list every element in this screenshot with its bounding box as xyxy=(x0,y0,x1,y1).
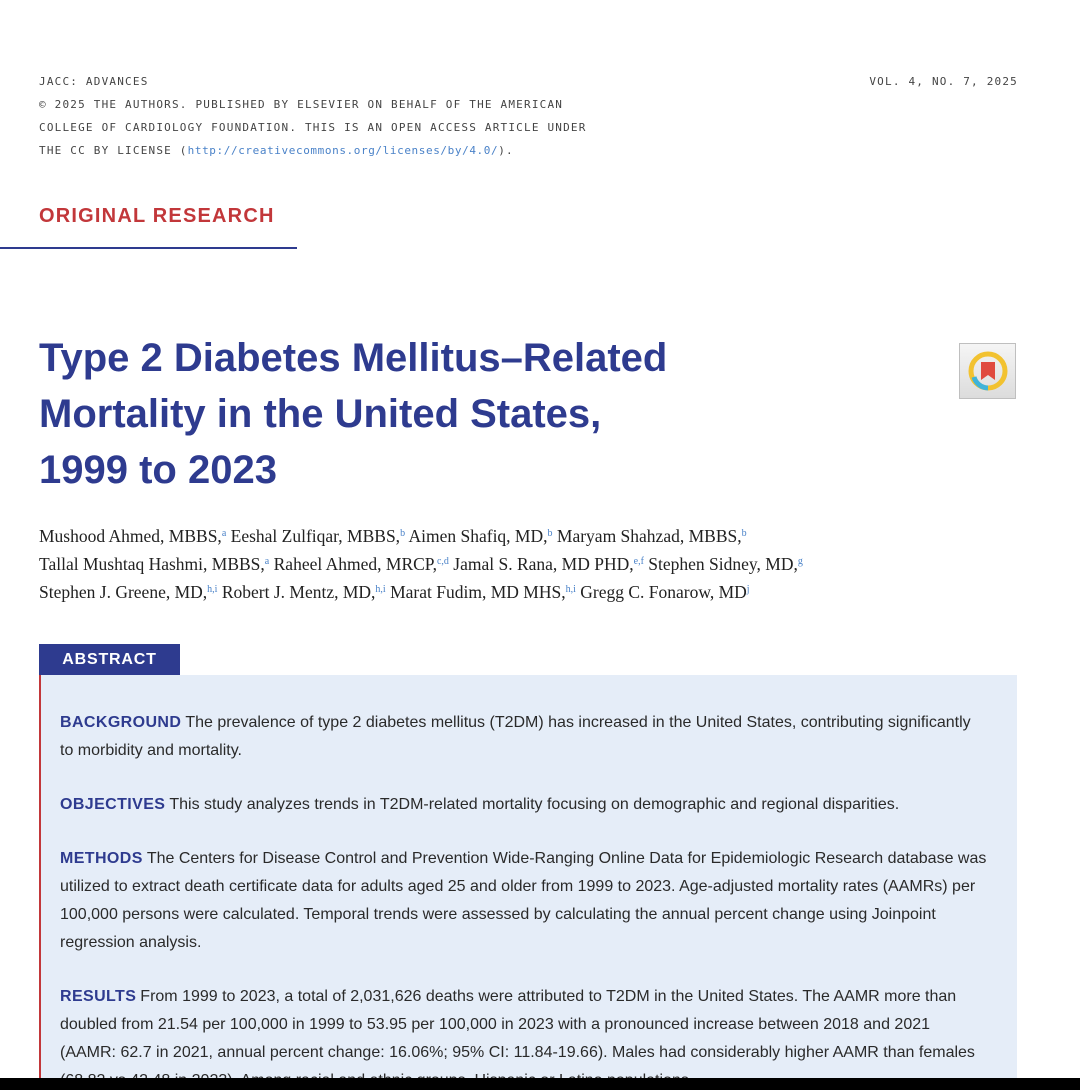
author-name: Marat Fudim, MD MHS, xyxy=(390,582,566,602)
volume-info: VOL. 4, NO. 7, 2025 xyxy=(869,75,1018,88)
author-affiliation[interactable]: c,d xyxy=(436,556,449,567)
author-affiliation[interactable]: a xyxy=(264,556,270,567)
author xyxy=(580,582,749,602)
author-affiliation[interactable]: h,i xyxy=(375,584,386,595)
author-name: Aimen Shafiq, MD, xyxy=(408,526,548,546)
title-line-3: 1999 to 2023 xyxy=(39,448,277,492)
title-line-1: Type 2 Diabetes Mellitus–Related xyxy=(39,336,668,380)
author-affiliation[interactable]: b xyxy=(741,528,747,539)
abstract-text: The Centers for Disease Control and Prevention Wide-Ranging Online Data for Epidemiologic Research database was utilized to extract death certificate data for adults aged 25 and older from 1999 to 2023. Age-adjusted mortality rates (AAMRs) per 100,000 persons were calculated. Temporal trends were assessed by calculating the annual percent change using Joinpoint regression analysis. xyxy=(60,850,987,951)
author-affiliation[interactable]: b xyxy=(547,528,553,539)
author-affiliation[interactable]: b xyxy=(400,528,406,539)
abstract-methods xyxy=(60,845,987,957)
abstract-text: From 1999 to 2023, a total of 2,031,626 deaths were attributed to T2DM in the United States. The AAMR more than doubled from 21.54 per 100,000 in 1999 to 53.95 per 100,000 in 2023 with a pronounced increase between 2018 and 2021 (AAMR: 62.7 in 2021, annual percent change: 16.06%; 95% CI: 11.84-19.66). Males had considerably higher AAMR than females xyxy=(60,988,975,1061)
title-line-2: Mortality in the United States, xyxy=(39,392,602,436)
author xyxy=(39,582,217,602)
author xyxy=(231,526,405,546)
license-line xyxy=(39,139,587,162)
author xyxy=(557,526,747,546)
crossmark-graphic xyxy=(968,351,1008,391)
author-affiliation[interactable]: j xyxy=(746,584,750,595)
author-affiliation[interactable]: h,i xyxy=(565,584,576,595)
abstract-objectives xyxy=(60,791,987,819)
abstract-heading: OBJECTIVES xyxy=(60,796,166,813)
author xyxy=(453,554,644,574)
author-name: Tallal Mushtaq Hashmi, MBBS, xyxy=(39,554,265,574)
abstract-heading: RESULTS xyxy=(60,988,137,1005)
section-divider xyxy=(0,247,297,249)
license-link[interactable]: http://creativecommons.org/licenses/by/4.0/ xyxy=(187,144,499,157)
abstract-background xyxy=(60,709,987,765)
author xyxy=(408,526,552,546)
author-affiliation[interactable]: h,i xyxy=(207,584,218,595)
abstract-results xyxy=(60,983,987,1085)
author-affiliation[interactable]: e,f xyxy=(633,556,644,567)
author-name: Eeshal Zulfiqar, MBBS, xyxy=(230,526,401,546)
section-label: ORIGINAL RESEARCH xyxy=(39,205,275,227)
abstract-heading: BACKGROUND xyxy=(60,714,182,731)
author-name: Robert J. Mentz, MD, xyxy=(221,582,376,602)
author-affiliation[interactable]: a xyxy=(221,528,227,539)
abstract-text: This study analyzes trends in T2DM-related mortality focusing on demographic and regional disparities. xyxy=(169,796,900,813)
abstract-box xyxy=(39,675,1017,1085)
article-title xyxy=(39,330,899,498)
author xyxy=(222,582,386,602)
author xyxy=(648,554,803,574)
abstract-heading: METHODS xyxy=(60,850,143,867)
check-for-updates-icon[interactable] xyxy=(959,343,1016,399)
copyright-line-2: COLLEGE OF CARDIOLOGY FOUNDATION. THIS IS AN OPEN ACCESS ARTICLE UNDER xyxy=(39,121,587,134)
author xyxy=(390,582,576,602)
author-name: Raheel Ahmed, MRCP, xyxy=(273,554,437,574)
license-prefix: THE CC BY LICENSE ( xyxy=(39,144,188,157)
author-name: Mushood Ahmed, MBBS, xyxy=(39,526,222,546)
author-name: Jamal S. Rana, MD PHD, xyxy=(453,554,634,574)
author-name: Maryam Shahzad, MBBS, xyxy=(556,526,742,546)
license-suffix: ). xyxy=(498,144,514,157)
author xyxy=(274,554,449,574)
copyright-line-1: © 2025 THE AUTHORS. PUBLISHED BY ELSEVIER ON BEHALF OF THE AMERICAN xyxy=(39,98,564,111)
author xyxy=(39,526,226,546)
author xyxy=(39,554,269,574)
abstract-label: ABSTRACT xyxy=(39,644,180,675)
journal-header xyxy=(39,70,587,162)
bottom-bar xyxy=(0,1078,1080,1090)
author-name: Stephen J. Greene, MD, xyxy=(39,582,208,602)
abstract-text: The prevalence of type 2 diabetes mellitus (T2DM) has increased in the United States, contributing significantly to morbidity and mortality. xyxy=(60,714,971,759)
author-list xyxy=(39,522,1019,606)
journal-name: JACC: ADVANCES xyxy=(39,75,149,88)
author-affiliation[interactable]: g xyxy=(797,556,803,567)
author-name: Stephen Sidney, MD, xyxy=(648,554,798,574)
author-name: Gregg C. Fonarow, MD xyxy=(580,582,747,602)
